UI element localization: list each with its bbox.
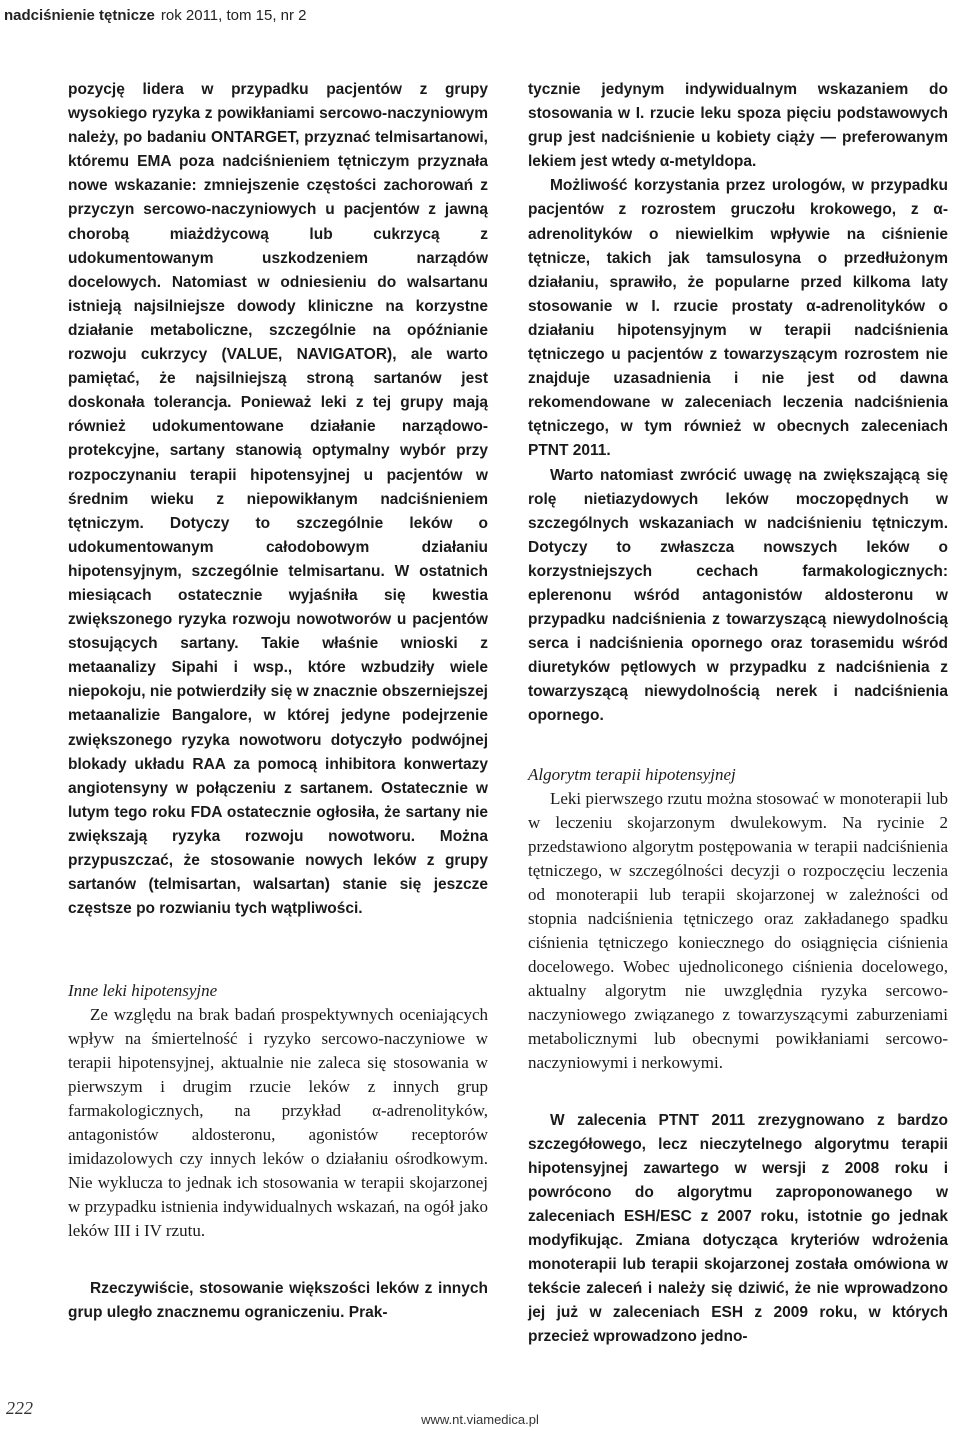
issue-info: rok 2011, tom 15, nr 2: [160, 6, 307, 24]
running-header: [0, 0, 307, 30]
right-paragraph-4: Leki pierwszego rzutu można stosować w monoterapii lub w leczeniu skojarzonym dwulekowym. Na rycinie 2 przedstawiono algorytm postępowania w terapii nadciśnienia tętniczego, w szczególności decyzji o rozpoczęciu leczenia od monoterapii lub terapii skojarzonej w zależności od stopnia nadciśnienia tętniczego oraz zakładanego spadku ciśnienia tętniczego koniecznego do osiągnięcia ciśnienia docelowego. Wobec ujednoliconego ciśnienia docelowego, aktualny algorytm nie uwzględnia ryzyka sercowo-naczyniowego związanego z towarzyszącymi zaburzeniami metabolicznymi lub obecnymi powikłaniami sercowo-naczyniowymi i nerkowymi.: [528, 788, 948, 1072]
right-paragraph-1: tycznie jedynym indywidualnym wskazaniem do stosowania w I. rzucie leku spoza pięciu podstawowych grup jest nadciśnienie u kobiety ciąży — preferowanym lekiem jest wtedy α-metyldopa.: [528, 81, 948, 171]
right-paragraph-3: Warto natomiast zwrócić uwagę na zwiększającą się rolę nietiazydowych leków moczopędnych w szczególnych wskazaniach w nadciśnieniu tętniczym. Dotyczy to zwłaszcza nowszych leków o korzystniejszych cechach farmakologicznych: eplerenonu wśród antagonistów aldosteronu w przypadku nadciśnienia z towarzyszącą niewydolnością serca i nadciśnienia opornego oraz torasemidu wśród diuretyków pętlowych w przypadku z nadciśnienia z towarzyszącą niewydolnością nerek i nadciśnienia opornego.: [528, 466, 948, 725]
page-number: 222: [6, 1398, 33, 1418]
footer-url: www.nt.viamedica.pl: [421, 1412, 539, 1427]
left-paragraph-2: Ze względu na brak badań prospektywnych oceniających wpływ na śmiertelność i ryzyko sercowo-naczyniowe w terapii hipotensyjnej, aktualnie nie zaleca się stosowania w pierwszym i drugim rzucie leków z innych grup farmakologicznych, na przykład α-adrenolityków, antagonistów aldosteronu, agonistów receptorów imidazolowych czy innych leków o działaniu ośrodkowym. Nie wyklucza to jednak ich stosowania w terapii skojarzonej w przypadku istnienia indywidualnych wskazań, na ogół jako leków III i IV rzutu.: [68, 1005, 488, 1241]
journal-title: nadciśnienie tętnicze: [4, 6, 155, 24]
left-column: [68, 78, 488, 1325]
right-paragraph-5: W zalecenia PTNT 2011 zrezygnowano z bardzo szczegółowego, lecz nieczytelnego algorytmu terapii hipotensyjnej zawartego w wersji z 2008 roku i powrócono do algorytmu zaproponowanego w zaleceniach ESH/ESC z 2007 roku, istotnie go jednak modyfikując. Zmiana dotycząca kryteriów wdrożenia monoterapii lub terapii skojarzonej została omówiona w tekście zaleceń i należy się dziwić, że nie wprowadzono jej już w zaleceniach ESH z 2009 roku, w których przecież wprowadzono jedno-: [528, 1111, 948, 1346]
section-title-other-drugs: Inne leki hipotensyjne: [68, 981, 218, 1001]
left-paragraph-3: Rzeczywiście, stosowanie większości leków z innych grup uległo znacznemu ograniczeniu. Prak-: [68, 1280, 488, 1322]
right-column: [528, 78, 948, 1349]
section-title-algorithm: Algorytm terapii hipotensyjnej: [528, 764, 736, 784]
left-paragraph-1: pozycję lidera w przypadku pacjentów z grupy wysokiego ryzyka z powikłaniami sercowo-naczyniowym należy, po badaniu ONTARGET, przyznać telmisartanowi, któremu EMA poza nadciśnieniem tętniczym przyznała nowe wskazanie: zmniejszenie częstości zachorowań z przyczyn sercowo-naczyniowych u pacjentów z jawną chorobą miażdżycową lub cukrzycą z udokumentowanym uszkodzeniem narządów docelowych. Natomiast w odniesieniu do walsartanu istnieją najsilniejsze dowody kliniczne na korzystne działanie metaboliczne, szczególnie na opóźnianie rozwoju cukrzycy (VALUE, NAVIGATOR), ale warto pamiętać, że najsilniejszą stroną sartanów jest doskonała tolerancja. Ponieważ leki z tej grupy mają również udokumentowane działanie narządowo-protekcyjne, sartany stanowią optymalny wybór przy rozpoczynaniu terapii hipotensyjnej u pacjentów w średnim wieku z niepowikłanym nadciśnieniem tętniczym. Dotyczy to szczególnie leków o udokumentowanym całodobowym działaniu hipotensyjnym, szczególnie telmisartanu. W ostatnich miesiącach ostatecznie wyjaśniła się kwestia zwiększonego ryzyka rozwoju nowotworów u pacjentów stosujących sartany. Takie właśnie wnioski z metaanalizy Sipahi i wsp., które wzbudziły wiele niepokoju, nie potwierdziły się w znacznie obszerniejszej metaanalizie Bangalore, w której jedyne podejrzenie zwiększonego ryzyka nowotworu dotyczyło podwójnej blokady układu RAA za pomocą inhibitora konwertazy angiotensyny w połączeniu z sartanem. Ostatecznie w lutym tego roku FDA ostatecznie ogłosiła, że sartany nie zwiększają ryzyka rozwoju nowotworu. Można przypuszczać, że stosowanie nowych leków z grupy sartanów (telmisartan, walsartan) stanie się jeszcze częstsze po rozwianiu tych wątpliwości.: [68, 81, 488, 918]
right-paragraph-2: Możliwość korzystania przez urologów, w przypadku pacjentów z rozrostem gruczołu krokowego, z α-adrenolityków o niewielkim wpływie na ciśnienie tętnicze, takich jak tamsulosyna o przedłużonym działaniu, sprawiło, że popularne przed kilkoma laty stosowanie w I. rzucie prostaty α-adrenolityków o działaniu hipotensyjnym w terapii nadciśnienia tętniczego u pacjentów z towarzyszącym rozrostem nie znajduje uzasadnienia i nie jest od dawna rekomendowane w zaleceniach leczenia nadciśnienia tętniczego, w tym również w obecnych zaleceniach PTNT 2011.: [528, 177, 948, 460]
